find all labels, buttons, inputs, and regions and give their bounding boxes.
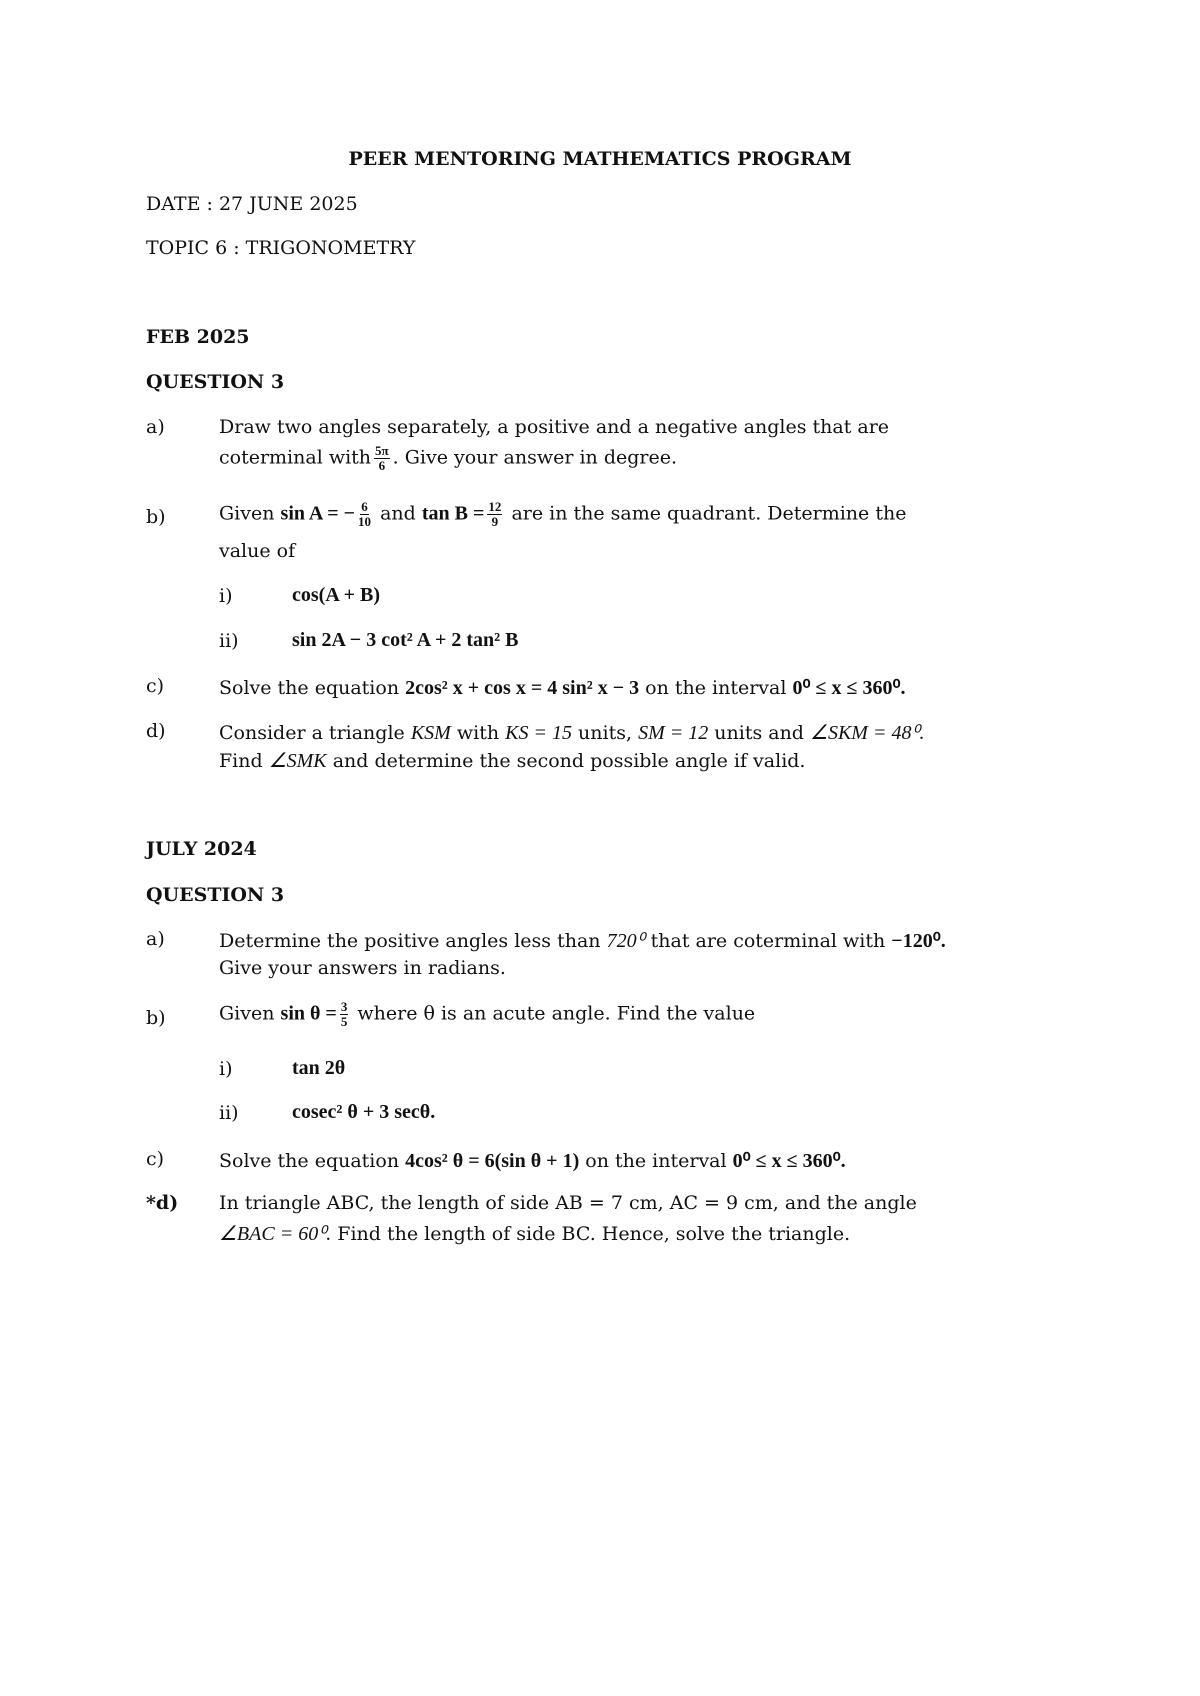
text: Consider a triangle (219, 722, 405, 744)
item-label: a) (146, 416, 165, 438)
text: where θ is an acute angle. Find the value (357, 1002, 756, 1025)
math: ∠SMK (268, 750, 327, 772)
fraction (358, 500, 371, 529)
document-title: PEER MENTORING MATHEMATICS PROGRAM (348, 148, 852, 170)
subitem-label: i) (219, 1058, 233, 1080)
numerator: 3 (340, 999, 348, 1014)
question-text (219, 748, 805, 773)
section-heading: FEB 2025 (146, 326, 250, 348)
item-label: c) (146, 675, 165, 697)
text: Given (219, 1002, 275, 1025)
text: on the interval (645, 677, 787, 699)
question-text (219, 1221, 850, 1246)
math: KS = 15 (505, 722, 572, 744)
math: 2cos² x + cos x = 4 sin² x − 3 (405, 677, 640, 699)
item-label: b) (146, 1007, 166, 1029)
math-expression: cosec² θ + 3 secθ. (292, 1101, 436, 1123)
subitem-label: i) (219, 585, 233, 607)
question-text: Draw two angles separately, a positive and a negative angles that are (219, 416, 890, 438)
fraction (374, 444, 390, 473)
question-heading: QUESTION 3 (146, 371, 285, 393)
math: ∠SKM = 48⁰. (810, 722, 925, 744)
text: and determine the second possible angle if valid. (332, 750, 806, 772)
topic-line: TOPIC 6 : TRIGONOMETRY (146, 237, 416, 259)
math: ∠BAC = 60⁰. (219, 1223, 332, 1245)
text: that are coterminal with (650, 930, 886, 952)
numerator: 5π (375, 443, 389, 458)
math: SM = 12 (638, 722, 709, 744)
question-text (219, 444, 677, 473)
text: coterminal with (219, 446, 372, 469)
math: 720⁰ (606, 930, 645, 952)
denominator: 5 (340, 1014, 348, 1029)
text: Find (219, 750, 263, 772)
question-text: value of (219, 540, 296, 562)
math: sin θ = (280, 1002, 337, 1025)
text: Solve the equation (219, 1150, 400, 1172)
math: 0⁰ ≤ x ≤ 360⁰. (732, 1150, 846, 1172)
item-label: b) (146, 506, 166, 528)
question-text (219, 1148, 846, 1173)
date-line: DATE : 27 JUNE 2025 (146, 193, 358, 215)
math: sin A = − (280, 502, 356, 525)
text: on the interval (585, 1150, 727, 1172)
text: units, (578, 722, 633, 744)
item-label: d) (146, 720, 166, 742)
math-expression: sin 2A − 3 cot² A + 2 tan² B (292, 629, 519, 651)
question-text (219, 675, 905, 700)
denominator: 10 (358, 514, 372, 529)
math-expression: tan 2θ (292, 1057, 346, 1079)
text: Determine the positive angles less than (219, 930, 601, 952)
math: tan B = (421, 502, 485, 525)
text: . Give your answer in degree. (392, 446, 678, 469)
text: with (456, 722, 500, 744)
text: Solve the equation (219, 677, 400, 699)
text: and (380, 502, 416, 525)
math: 4cos² θ = 6(sin θ + 1) (405, 1150, 580, 1172)
fraction (487, 500, 502, 529)
question-text (219, 720, 924, 745)
item-label: c) (146, 1148, 165, 1170)
question-heading: QUESTION 3 (146, 884, 285, 906)
question-text (219, 1000, 755, 1029)
subitem-label: ii) (219, 1102, 239, 1124)
text: Find the length of side BC. Hence, solve the triangle. (337, 1223, 851, 1245)
text: are in the same quadrant. Determine the (511, 502, 907, 525)
denominator: 6 (378, 458, 386, 473)
denominator: 9 (491, 514, 499, 529)
question-text (219, 928, 946, 953)
question-text: Give your answers in radians. (219, 957, 506, 979)
numerator: 12 (488, 499, 502, 514)
text: units and (714, 722, 804, 744)
math: −120⁰. (891, 930, 946, 952)
fraction (340, 1000, 349, 1029)
item-label: a) (146, 928, 165, 950)
item-label: *d) (146, 1192, 179, 1214)
math: KSM (410, 722, 451, 744)
question-text: In triangle ABC, the length of side AB = 7 cm, AC = 9 cm, and the angle (219, 1192, 917, 1214)
math: 0⁰ ≤ x ≤ 360⁰. (792, 677, 906, 699)
question-text (219, 500, 906, 529)
math-expression: cos(A + B) (292, 584, 381, 606)
subitem-label: ii) (219, 630, 239, 652)
text: Given (219, 502, 275, 525)
section-heading: JULY 2024 (146, 838, 257, 860)
numerator: 6 (361, 499, 368, 514)
